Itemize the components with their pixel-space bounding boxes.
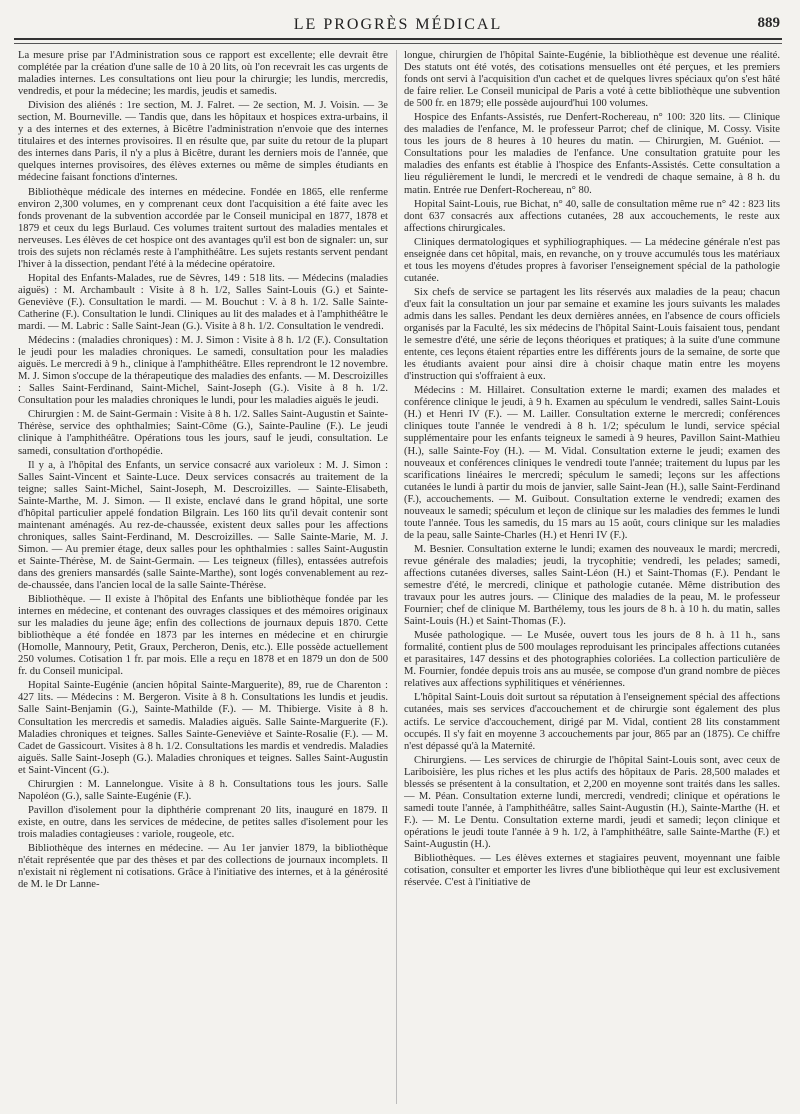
paragraph: Médecins : (maladies chroniques) : M. J. Simon : Visite à 8 h. 1/2 (F.). Consultation le jeudi pour les maladies chroniques. Le samedi, consultation pour les maladies aiguës. Le mercredi à 9 h., clinique à l'amphithéâtre. Elles reprendront le 12 novembre. M. J. Simon s'occupe de la thérapeutique des maladies des enfants. — M. Descroizilles : Salles Saint-Ferdinand, Saint-Michel, Saint-Joseph (G.). Visite à 8 h. 1/2. Consultation pour les maladies chroniques le lundi, pour les maladies aiguës le jeudi. bbox=[18, 335, 388, 407]
paragraph: Bibliothèque. — Il existe à l'hôpital des Enfants une bibliothèque fondée par les internes en médecine, et contenant des ouvrages classiques et des mémoires originaux sur les maladies du jeune âge; enfin des collections de journaux depuis 1870. Cette bibliothèque a été fondée en 1873 par les internes en médecine et en chirurgie (Homolle, Mannoury, Petit, Graux, Percheron, Denis, etc.). Elle possède actuellement 250 volumes. Cotisation 1 fr. par mois. Elle a reçu en 1878 et en 1879 un don de 500 fr. du Conseil municipal. bbox=[18, 594, 388, 678]
paragraph: Bibliothèques. — Les élèves externes et stagiaires peuvent, moyennant une faible cotisation, consulter et emporter les livres d'une bibliothèque qui leur est exclusivement réservée. C'est à l'initiative de bbox=[404, 853, 780, 889]
left-column bbox=[18, 50, 388, 1104]
paragraph: Hospice des Enfants-Assistés, rue Denfert-Rochereau, n° 100: 320 lits. — Clinique des maladies de l'enfance, M. le professeur Parrot; chef de clinique, M. Cossy. Visite tous les jours de 8 heures à 10 heures du matin. — Chirurgien, M. Guéniot. — Consultations pour les maladies de l'enfance. Une consultation gratuite pour les maladies des enfants est établie à l'hospice des Enfants-Assistés. Cette consultation a lieu régulièrement le lundi, le mercredi et le vendredi de chaque semaine, à 8 h. du matin. Entrée rue Denfert-Rochereau, n° 80. bbox=[404, 112, 780, 196]
paragraph: Bibliothèque des internes en médecine. — Au 1er janvier 1879, la bibliothèque n'était représentée que par des thèses et par des collections de journaux incomplets. Il n'existait ni règlement ni cotisations. Grâce à l'initiative des internes, et à la générosité de M. le Dr Lanne- bbox=[18, 843, 388, 891]
paragraph: Hopital des Enfants-Malades, rue de Sèvres, 149 : 518 lits. — Médecins (maladies aiguës) : M. Archambault : Visite à 8 h. 1/2, Salles Saint-Louis (G.) et Sainte-Geneviève (F.). Consultation le mardi. — M. Bouchut : V. à 8 h. 1/2. Salle Sainte-Catherine (F.). Consultation le lundi. Cliniques au lit des malades et à l'amphithéâtre le mardi. — M. Labric : Salle Saint-Jean (G.). Visite à 8 h. 1/2. Consultation le vendredi. bbox=[18, 272, 388, 333]
paragraph: longue, chirurgien de l'hôpital Sainte-Eugénie, la bibliothèque est devenue une réalité. Des statuts ont été votés, des cotisations mensuelles ont été perçues, et les premiers fonds ont servi à l'acquisition d'un cachet et de quelques livres spéciaux qu'on s'est hâté de faire relier. Le Conseil municipal de Paris a voté à cette bibliothèque une subvention de 500 fr. en 1879; elle possède aujourd'hui 100 volumes. bbox=[404, 50, 780, 110]
paragraph: M. Besnier. Consultation externe le lundi; examen des nouveaux le mardi; mercredi, revue générale des maladies; jeudi, la trycophitie; vendredi, les pelades; samedi, affections cutanées diverses, salles Saint-Léon (H.) et Saint-Thomas (F.). Pendant le semestre d'été, le mercredi, clinique et pathologie cutanée. Même distribution des travaux pour les autres jours. — Clinique des maladies de la peau, M. le professeur Fournier; chef de clinique M. Barthélemy, tous les jours de 8 h. à 10 h. du matin, salles Saint-Louis (H.) et Saint-Thomas (F.). bbox=[404, 543, 780, 628]
paragraph: Hopital Sainte-Eugénie (ancien hôpital Sainte-Marguerite), 89, rue de Charenton : 427 lits. — Médecins : M. Bergeron. Visite à 8 h. Consultations les lundis et jeudis. Salle Saint-Benjamin (G.), Sainte-Mathilde (F.). — M. Thibierge. Visite à 8 h. Consultation les mercredis et samedis. Maladies aiguës. Salle Sainte-Marguerite (F.). Maladies chroniques et teignes. Salles Sainte-Geneviève et Sainte-Rosalie (F.). — M. Cadet de Gassicourt. Visites à 8 h. 1/2. Consultations les mardis et vendredis. Maladies aiguës. Salle Saint-Joseph (G.). Maladies chroniques et teignes. Salles Saint-Augustin et Saint-Vincent (G.). bbox=[18, 680, 388, 776]
right-column bbox=[404, 50, 780, 1104]
paragraph: Chirurgiens. — Les services de chirurgie de l'hôpital Saint-Louis sont, avec ceux de Lariboisière, les plus riches et les plus actifs des hôpitaux de Paris. 28,500 malades et blessés se présentent à la consultation, et 2,200 en moyenne sont traités dans les salles. — M. Péan. Consultation externe lundi, mercredi, vendredi; clinique et opérations le samedi toute l'année, à l'amphithéâtre, salles Saint-Augustin (H.), Sainte-Marthe (H. et F.). — M. Le Dentu. Consultation externe mardi, jeudi et samedi; leçon clinique et opérations le jeudi toute l'année à 9 h. 1/2, à l'amphithéâtre, salle Sainte-Marthe (F.) et Saint-Augustin (H.). bbox=[404, 754, 780, 850]
paragraph: Six chefs de service se partagent les lits réservés aux maladies de la peau; chacun d'eux fait la consultation un jour par semaine et examine les jours suivants les malades admis dans les salles. Pendant les deux dernières années, en l'absence de cours officiels organisés par la Faculté, les six médecins de l'hôpital Saint-Louis faisaient tous, pendant le semestre d'été, une série de leçons théoriques et pratiques; à la suite d'une commune entente, ces leçons étaient réparties entre les différents jours de la semaine, de sorte que les étudiants avaient pour ainsi dire à choisir chaque matin entre les moyens d'instruction qui s'offraient à eux. bbox=[404, 286, 780, 383]
paragraph: L'hôpital Saint-Louis doit surtout sa réputation à l'enseignement spécial des affections cutanées, mais ses services d'accouchement et de chirurgie sont également des plus actifs. Le service d'accouchement, dirigé par M. Vidal, contient 28 lits constamment occupés. Il s'y fait en moyenne 3 accouchements par jour, 865 par an (1875). Ce chiffre n'est dépassé qu'à la Maternité. bbox=[404, 692, 780, 752]
paragraph: Pavillon d'isolement pour la diphthérie comprenant 20 lits, inauguré en 1879. Il existe, en outre, dans les services de médecine, de petites salles d'isolement pour les trois maladies contagieuses : variole, rougeole, etc. bbox=[18, 804, 388, 840]
paragraph: Musée pathologique. — Le Musée, ouvert tous les jours de 8 h. à 11 h., sans formalité, contient plus de 500 moulages reproduisant les principales affections cutanées et parasitaires, 147 dessins et des photographies coloriées. La collection particulière de M. Fournier, fondée depuis trois ans au musée, se compose d'un grand nombre de pièces relatives aux affections syphilitiques et vénériennes. bbox=[404, 630, 780, 690]
paragraph: La mesure prise par l'Administration sous ce rapport est excellente; elle devrait être complétée par la création d'une salle de 10 à 20 lits, où l'on recevrait les cas urgents de maladies internes. Les consultations ont lieu pour la chirurgie; les lundis, mercredis, vendredis, et pour la médecine; les mardis, jeudis et samedis. bbox=[18, 50, 388, 98]
paragraph: Cliniques dermatologiques et syphiliographiques. — La médecine générale n'est pas enseignée dans cet hôpital, mais, en revanche, on y trouve accumulés tous les matériaux et tous les moyens d'études propres à favoriser l'enseignement spécial de la pathologie cutanée. bbox=[404, 236, 780, 284]
paragraph: Il y a, à l'hôpital des Enfants, un service consacré aux varioleux : M. J. Simon : Salles Saint-Vincent et Sainte-Luce. Deux services consacrés au traitement de la teigne; salles Saint-Michel, Saint-Joseph, M. Descroizilles. — Sainte-Elisabeth, Sainte-Marthe, M. J. Simon. — Il existe, enclavé dans le grand hôpital, une sorte d'hôpital particulier appelé fondation Bilgrain. Les 160 lits qu'il devait contenir sont maintenant aménagés. Au rez-de-chaussée, existent deux salles pour les affections chroniques, salles Saint-Ferdinand, M. Descroizilles. — Salle Sainte-Marie, M. J. Simon. — Au premier étage, deux salles pour les ophthalmies : salles Saint-Augustin et Sainte-Thérèse, M. de Saint-Germain. — Les teigneux (filles), entassées autrefois dans des greniers mansardés (salle Sainte-Marthe), sont logés convenablement au rez-de-chaussée, dans l'ancien local de la salle Sainte-Thérèse. bbox=[18, 459, 388, 592]
page-header bbox=[14, 12, 782, 40]
paragraph: Hopital Saint-Louis, rue Bichat, n° 40, salle de consultation même rue n° 42 : 823 lits dont 637 consacrés aux affections cutanées, 28 aux accouchements, le reste aux affections chirurgicales. bbox=[404, 198, 780, 234]
paragraph: Bibliothèque médicale des internes en médecine. Fondée en 1865, elle renferme environ 2,300 volumes, en y comprenant ceux dont l'acquisition a été faite avec les fonds provenant de la subvention accordée par le Conseil municipal en 1877, 1878 et 1879 et ceux du legs Burlaud. Ces volumes traitent surtout des maladies mentales et nerveuses. Les élèves de cet hospice ont des avantages qu'il est bon de signaler: un, sur trois des sujets non réclamés reste à l'amphithéâtre. Les sujets restants servent pendant l'hiver à la dissection, pendant l'été à la médecine opératoire. bbox=[18, 186, 388, 270]
paragraph: Division des aliénés : 1re section, M. J. Falret. — 2e section, M. J. Voisin. — 3e section, M. Bourneville. — Tandis que, dans les hôpitaux et hospices extra-urbains, il y a des internes et des externes, à Bicêtre l'administration n'envoie que des internes titulaires et des internes provisoires. Il en résulte que, par suite du retour de la plupart des internes dans Paris, il n'y a plus à Bicêtre, durant les derniers mois de l'année, que quelques internes provisoires, des élèves externes ou même de simples étudiants en médecine faisant fonctions d'internes. bbox=[18, 100, 388, 184]
page-number: 889 bbox=[757, 15, 780, 31]
header-rule bbox=[14, 43, 782, 44]
journal-title: LE PROGRÈS MÉDICAL bbox=[293, 16, 503, 33]
column-divider bbox=[396, 50, 397, 1104]
paragraph: Médecins : M. Hillairet. Consultation externe le mardi; examen des malades et conférence clinique le jeudi, à 9 h. Examen au spéculum le vendredi, salles Saint-Louis (H.) et Henri IV (F.). — M. Lailler. Consultation externe le mercredi; conférences cliniques toute l'année le vendredi à 8 h. 1/2; spéculum le lundi, service spécial supplémentaire pour les enfants teigneux le samedi à 9 heures, Pavillon Saint-Mathieu (H.), salle Sainte-Foy (H.). — M. Vidal. Consultation externe le jeudi; examen des nouveaux et conférences cliniques le vendredi toute l'année; traitement du lupus par les scarifications linéaires le mercredi; spéculum le samedi; leçons sur les affections cutanées le lundi à partir du mois de janvier, salle Saint-Jean (H.), salle Saint-Ferdinand (F.), accouchements. — M. Guibout. Consultation externe le vendredi; examen des nouveaux le samedi; spéculum et leçon de clinique sur les maladies des femmes le lundi toute l'année. Tous les samedis, du 15 mars au 15 août, cours clinique sur les maladies de la peau, salle Sainte-Charles (H.) et Henri IV (F.). bbox=[404, 385, 780, 541]
paragraph: Chirurgien : M. de Saint-Germain : Visite à 8 h. 1/2. Salles Saint-Augustin et Sainte-Thérèse, service des ophthalmies; Saint-Côme (G.), Sainte-Pauline (F.). Le jeudi clinique à l'amphithéâtre. Opérations tous les jours, sauf le jeudi, consultation. Le samedi, consultation d'orthopédie. bbox=[18, 409, 388, 457]
paragraph: Chirurgien : M. Lannelongue. Visite à 8 h. Consultations tous les jours. Salle Napoléon (G.), salle Sainte-Eugénie (F.). bbox=[18, 778, 388, 802]
